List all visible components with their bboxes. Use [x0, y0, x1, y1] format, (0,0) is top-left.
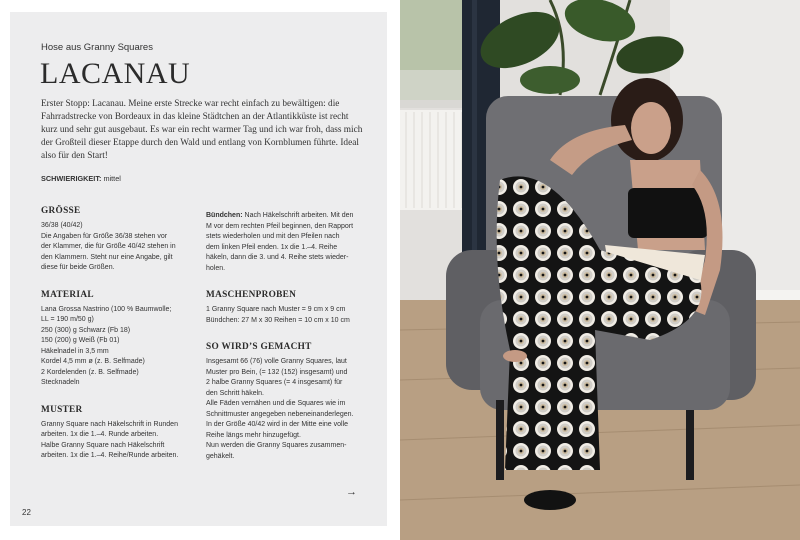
left-column — [41, 206, 189, 478]
difficulty-value: mittel — [103, 174, 121, 183]
material-line: LL = 190 m/50 g) — [41, 316, 94, 323]
buendchen-line — [206, 211, 354, 222]
buendchen-line: dem linken Pfeil enden. 1x die 1.–4. Reihe — [206, 243, 338, 251]
material-line: Lana Grossa Nastrino (100 % Baumwolle; — [41, 305, 172, 313]
instruction-line: den Schritt häkeln. — [206, 389, 264, 397]
buendchen-line: häkeln, dann die 3. und 4. Reihe stets wieder- — [206, 254, 349, 261]
muster-line: arbeiten. 1x die 1.–4. Reihe/Runde arbeiten. — [41, 452, 179, 459]
instruction-line: 2 halbe Granny Squares (= 4 insgesamt) für — [206, 379, 343, 386]
intro-paragraph: Erster Stopp: Lacanau. Meine erste Strecke war recht einfach zu bewältigen: die Fahrradstrecke von Bordeaux in das kleine Städtchen an der Atlantikküste ist recht kurz und sehr gut ausgebaut. Es war ein recht warmer Tag und ich war froh, dass mich der Großteil dieser Etappe durch den Wald und entlang von Kornblumen führte. Ideal also für den Start! — [41, 99, 363, 161]
muster-line: arbeiten. 1x die 1.–4. Runde arbeiten. — [41, 431, 159, 438]
page-number: 22 — [22, 508, 31, 517]
section-buendchen — [206, 211, 354, 274]
muster-line: Granny Square nach Häkelschrift in Runden — [41, 420, 178, 428]
buendchen-line: holen. — [206, 264, 226, 272]
instruction-line: Schnittmuster angegeben nebeneinanderlegen. — [206, 410, 354, 418]
window-sill — [400, 100, 466, 108]
maschenproben-line: 1 Granny Square nach Muster = 9 cm x 9 cm — [206, 306, 346, 313]
page-title: LACANAU — [40, 57, 191, 90]
buendchen-label: Bündchen: — [206, 212, 243, 219]
section-maschenproben — [206, 290, 354, 326]
section-material — [41, 290, 189, 389]
section-so-wirds-gemacht — [206, 342, 354, 462]
window-lower — [400, 70, 462, 105]
model-photo — [400, 0, 800, 540]
section-heading-groesse: GRÖSSE — [41, 206, 81, 216]
instruction-line: gehäkelt. — [206, 452, 235, 460]
section-heading-so-wirds-gemacht: SO WIRD’S GEMACHT — [206, 342, 312, 352]
instruction-line: In der Größe 40/42 wird in der Mitte eine volle — [206, 421, 349, 428]
material-line: 250 (300) g Schwarz (Fb 18) — [41, 326, 131, 334]
next-page-arrow-icon[interactable]: → — [346, 486, 357, 498]
buendchen-text: Nach Häkelschrift arbeiten. Mit den — [244, 212, 354, 219]
groesse-line: diese für beide Größen. — [41, 264, 115, 271]
instruction-line: Insgesamt 66 (76) volle Granny Squares, laut — [206, 358, 347, 365]
groesse-line: den Klammern. Steht nur eine Angabe, gilt — [41, 253, 173, 261]
groesse-line: Die Angaben für Größe 36/38 stehen vor — [41, 232, 168, 240]
right-column — [206, 211, 354, 478]
instruction-line: Reihe längs mehr hinzugefügt. — [206, 431, 301, 439]
text-page — [10, 12, 387, 526]
groesse-line: 36/38 (40/42) — [41, 222, 83, 229]
instruction-line: Nun werden die Granny Squares zusammen- — [206, 442, 347, 449]
section-heading-material: MATERIAL — [41, 289, 94, 300]
page-kicker: Hose aus Granny Squares — [41, 42, 153, 53]
material-line: 2 Kordelenden (z. B. Selfmade) — [41, 368, 139, 376]
radiator — [400, 110, 466, 210]
difficulty-line — [41, 174, 121, 183]
material-line: Häkelnadel in 3,5 mm — [41, 347, 109, 355]
muster-line: Halbe Granny Square nach Häkelschrift — [41, 441, 165, 449]
material-line: Kordel 4,5 mm ø (z. B. Selfmade) — [41, 358, 145, 365]
buendchen-line: stets wiederholen und mit den Pfeilen nach — [206, 233, 340, 240]
groesse-line: der Klammer, die für Größe 40/42 stehen in — [41, 243, 176, 250]
material-line: Stecknadeln — [41, 379, 80, 386]
section-heading-maschenproben: MASCHENPROBEN — [206, 290, 297, 300]
section-groesse — [41, 206, 189, 274]
photo-illustration — [400, 0, 800, 540]
instruction-line: Alle Fäden vernähen und die Squares wie im — [206, 400, 346, 407]
material-line: 150 (200) g Weiß (Fb 01) — [41, 337, 120, 344]
difficulty-label: SCHWIERIGKEIT: — [41, 174, 102, 183]
maschenproben-line: Bündchen: 27 M x 30 Reihen = 10 cm x 10 cm — [206, 316, 350, 324]
section-muster — [41, 405, 189, 462]
buendchen-line: M vor dem rechten Pfeil beginnen, den Rapport — [206, 222, 354, 230]
instruction-line: Muster pro Bein, (= 132 (152) insgesamt) und — [206, 368, 348, 376]
section-heading-muster: MUSTER — [41, 404, 83, 415]
